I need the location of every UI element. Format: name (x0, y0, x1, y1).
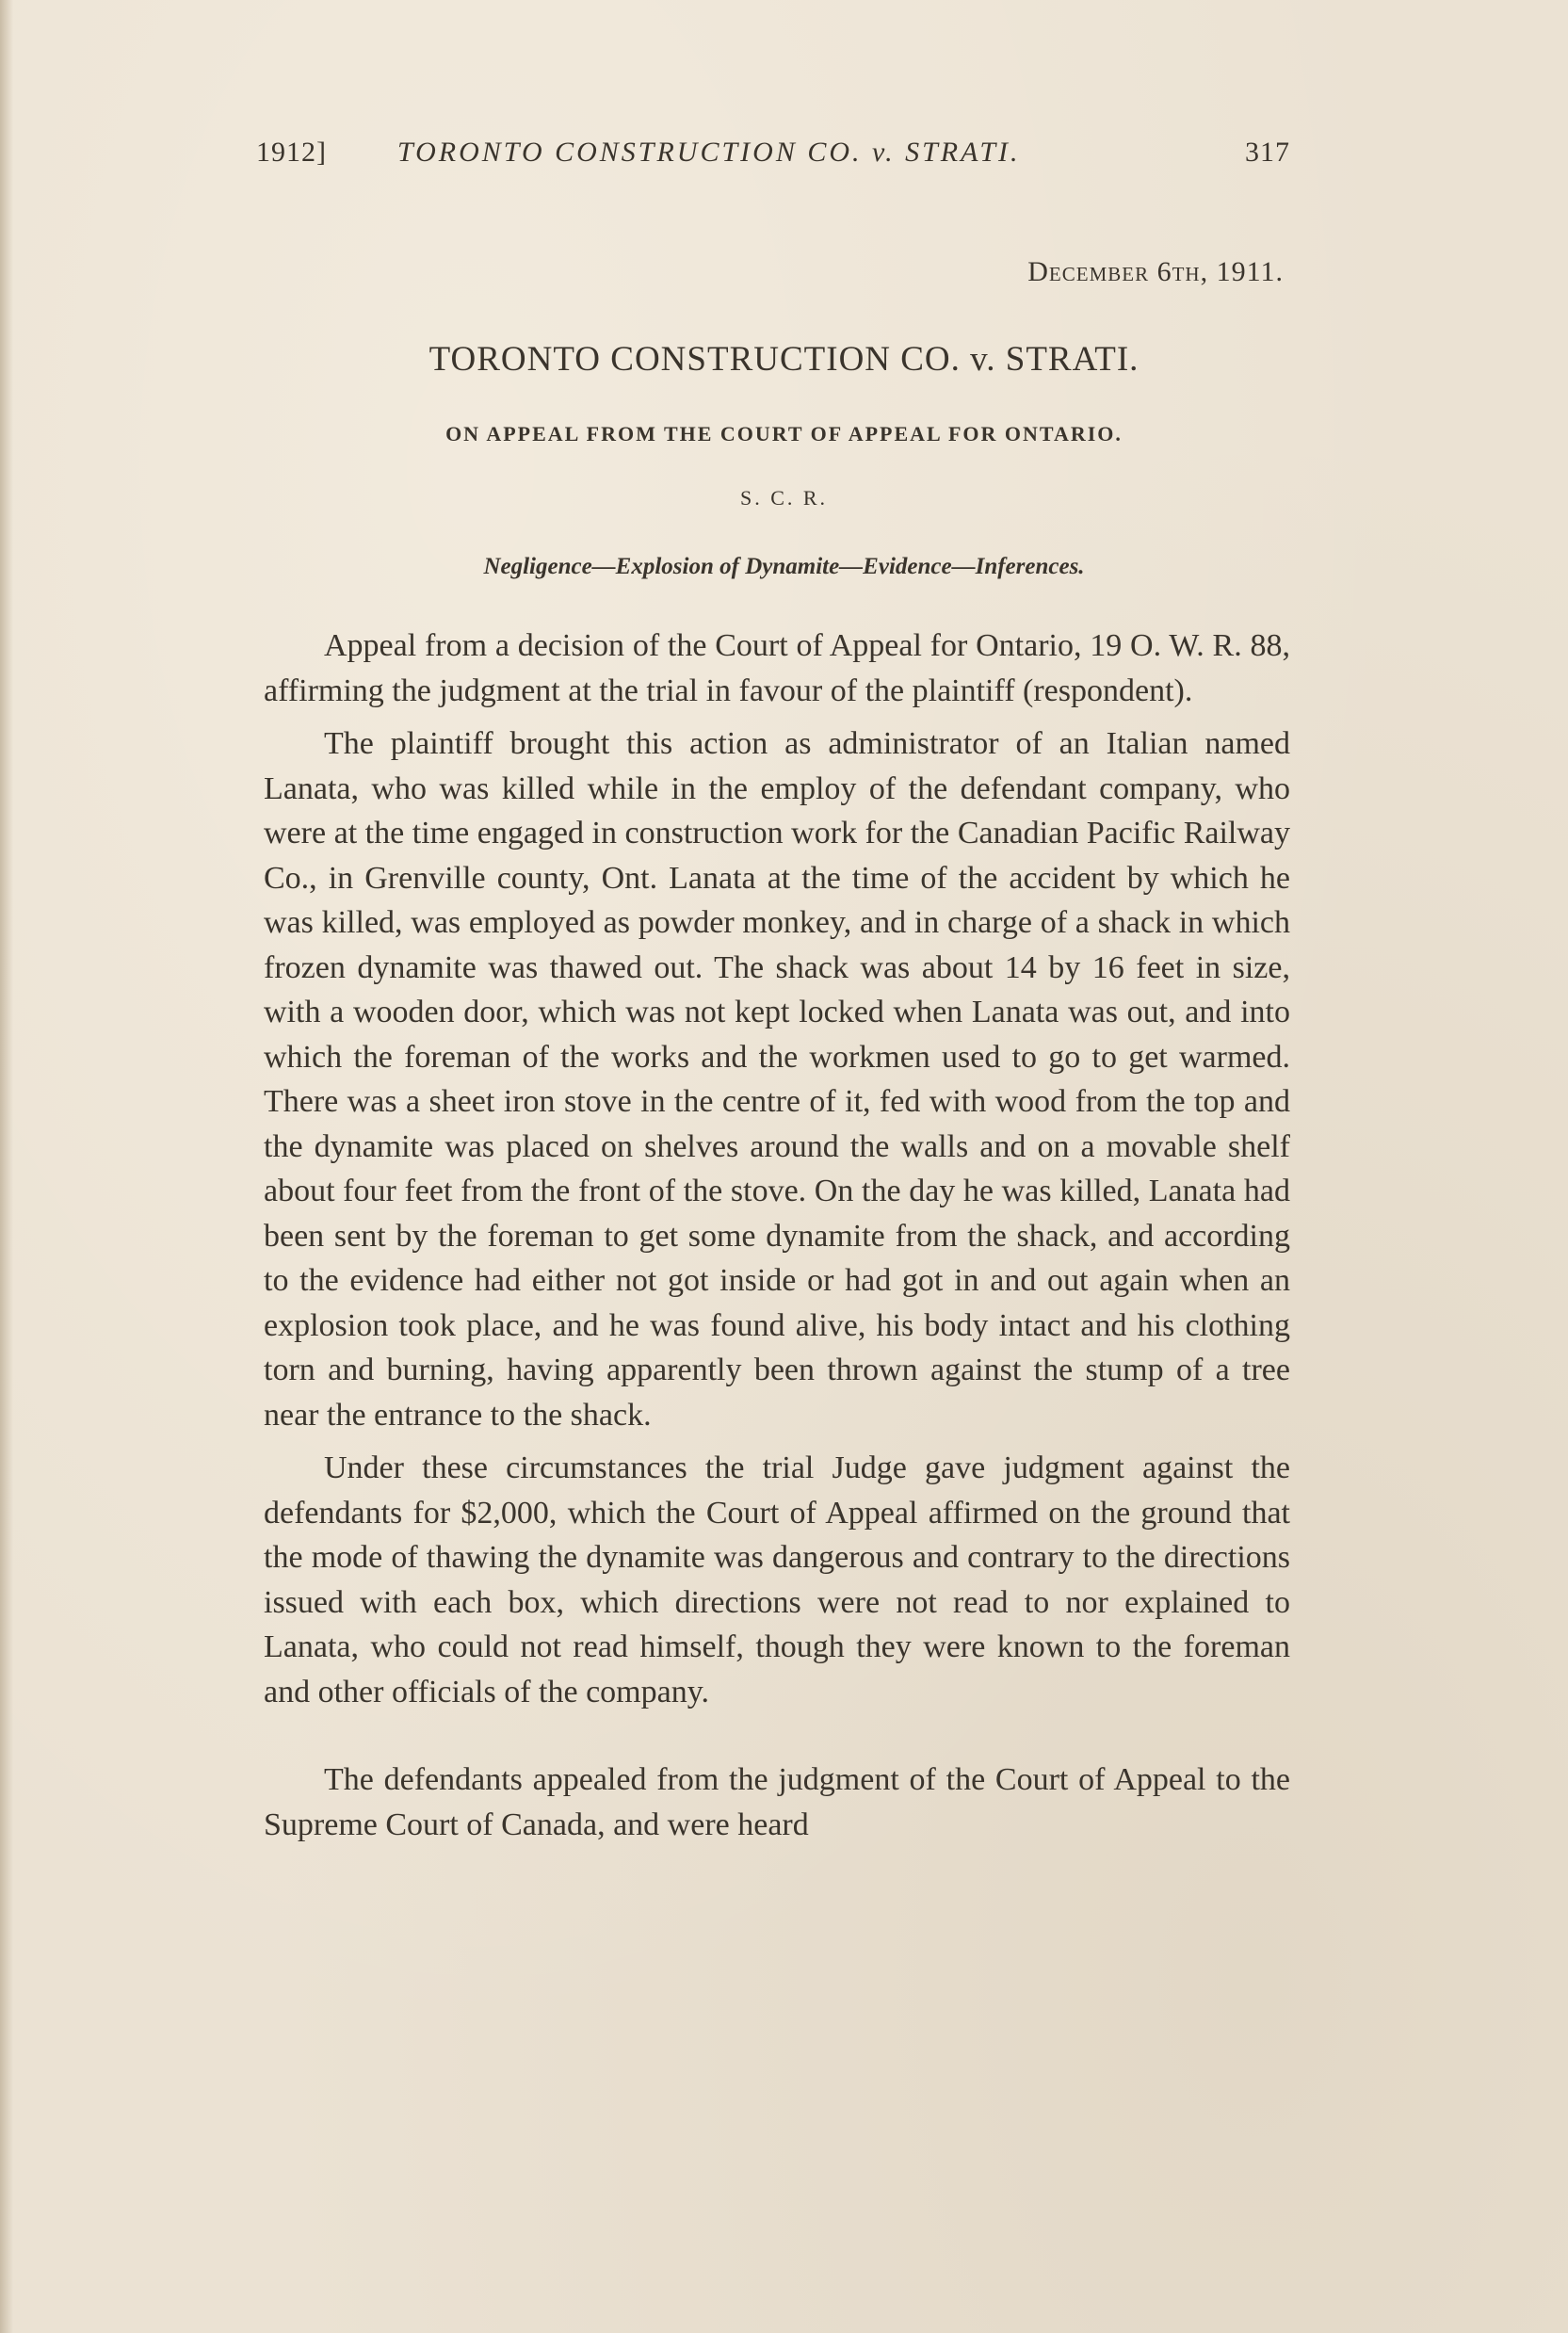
court-reporter: S. C. R. (739, 486, 829, 510)
appeal-line: ON APPEAL FROM THE COURT OF APPEAL FOR ONTARIO. (445, 422, 1123, 446)
case-title: TORONTO CONSTRUCTION CO. v. STRATI. (428, 340, 1140, 379)
running-head-year: 1912] (256, 137, 327, 168)
paragraph: The defendants appealed from the judgment of the Court of Appeal to the Supreme Court of Canada, and were heard (264, 1762, 1290, 1842)
decision-date: December 6th, 1911. (1027, 256, 1284, 287)
running-head (256, 137, 1290, 184)
page-number: 317 (1245, 137, 1290, 168)
body-text (264, 624, 1290, 1855)
paragraph: Under these circumstances the trial Judge gave judgment against the defendants for $2,000, which the Court of Appeal affirmed on the ground that the mode of thawing the dynamite was dangerous and contrary to the directions issued with each box, which directions were not read to nor explained to Lanata, who could not read himself, though they were known to the foreman and other officials of the company. (264, 1450, 1290, 1709)
headnote: Negligence—Explosion of Dynamite—Evidence—Inferences. (483, 554, 1085, 579)
paragraph: Appeal from a decision of the Court of Appeal for Ontario, 19 O. W. R. 88, affirming the judgment at the trial in favour of the plaintiff (respondent). (264, 628, 1290, 708)
paragraph: The plaintiff brought this action as administrator of an Italian named Lanata, who was killed while in the employ of the defendant company, who were at the time engaged in construction work for the Canadian Pacific Railway Co., in Grenville county, Ont. Lanata at the time of the accident by which he was killed, was employed as powder monkey, and in charge of a shack in which frozen dynamite was thawed out. The shack was about 14 by 16 feet in size, with a wooden door, which was not kept locked when Lanata was out, and into which the foreman of the works and the workmen used to go to get warmed. There was a sheet iron stove in the centre of it, fed with wood from the top and the dynamite was placed on shelves around the walls and on a movable shelf about four feet from the front of the stove. On the day he was killed, Lanata had been sent by the foreman to get some dynamite from the shack, and according to the evidence had either not got inside or had got in and out again when an explosion took place, and he was found alive, his body intact and his clothing torn and burning, having apparently been thrown against the stump of a tree near the entrance to the shack. (264, 726, 1290, 1433)
running-head-title: TORONTO CONSTRUCTION CO. v. STRATI. (397, 137, 1021, 168)
